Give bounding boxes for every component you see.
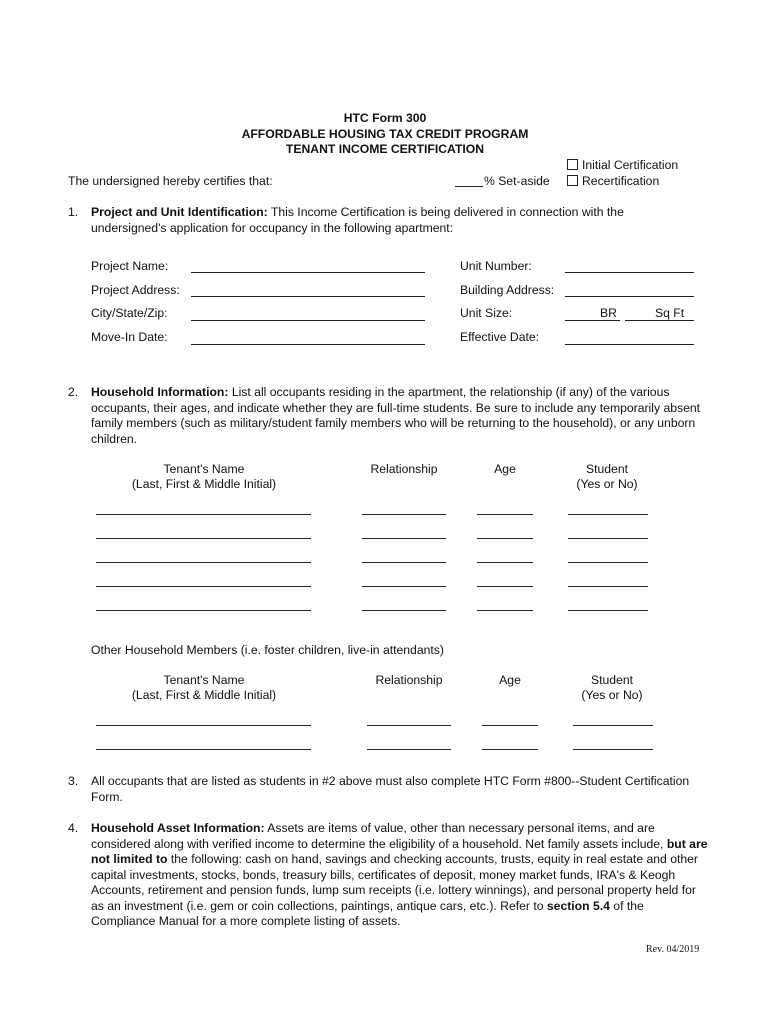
col-tenant-name-sub: (Last, First & Middle Initial): [131, 477, 277, 491]
unit-size-sqft-field[interactable]: [625, 320, 694, 321]
relationship-field[interactable]: [362, 586, 446, 587]
initial-certification-checkbox[interactable]: [567, 159, 578, 170]
other-members-heading: Other Household Members (i.e. foster children, live-in attendants): [91, 643, 444, 657]
section-2-intro: [91, 385, 701, 447]
age-field[interactable]: [482, 725, 538, 726]
age-field[interactable]: [477, 586, 533, 587]
section-1-text: This Income Certification is being delivered in connection with the undersigned's application for occupancy in the following apartment:: [91, 205, 624, 235]
student-field[interactable]: [568, 538, 648, 539]
unit-size-label: Unit Size:: [460, 306, 513, 320]
setaside-blank[interactable]: [455, 186, 483, 187]
section-4-text-c: of the Compliance Manual for a more complete listing of assets.: [91, 898, 644, 928]
col-student: Student: [585, 462, 628, 476]
project-name-label: Project Name:: [91, 259, 169, 273]
section-4-text-a: Assets are items of value, other than necessary personal items, and are considered along with verified income to determine the eligibility of a household. Net family assets include,: [91, 821, 667, 851]
col-other-student-sub: (Yes or No): [581, 688, 643, 702]
tenant-name-field[interactable]: [96, 514, 311, 515]
initial-certification-option[interactable]: [567, 158, 678, 172]
tenant-name-field[interactable]: [96, 586, 311, 587]
section-4-text-b: the following: cash on hand, savings and checking accounts, trusts, equity in real estate and other capital investments, stocks, bonds, treasury bills, certificates of deposit, money market funds, IRA's & Keogh Accounts, retirement and pension funds, lump sum receipts (i.e. lottery winnings), and personal property held for as an investment (i.e. gem or coin collections, paintings, antique cars, etc.). Refer to: [91, 852, 698, 913]
city-state-zip-label: City/State/Zip:: [91, 306, 168, 320]
section-4-heading: Household Asset Information:: [91, 821, 265, 835]
project-address-label: Project Address:: [91, 283, 180, 297]
section-2-number: 2.: [68, 385, 79, 399]
relationship-field[interactable]: [362, 610, 446, 611]
tenant-name-field[interactable]: [96, 538, 311, 539]
col-relationship: Relationship: [370, 462, 438, 476]
section-3-text: All occupants that are listed as students in #2 above must also complete HTC Form #800--Student Certification Form.: [91, 774, 690, 804]
section-3-number: 3.: [68, 774, 79, 788]
student-field[interactable]: [568, 562, 648, 563]
revision-date: Rev. 04/2019: [646, 944, 700, 955]
col-age: Age: [494, 462, 516, 476]
section-4-bold-b: section 5.4: [546, 898, 610, 913]
program-title: AFFORDABLE HOUSING TAX CREDIT PROGRAM: [241, 127, 529, 141]
age-field[interactable]: [477, 610, 533, 611]
relationship-field[interactable]: [362, 538, 446, 539]
section-1-number: 1.: [68, 205, 79, 219]
section-4-number: 4.: [68, 821, 79, 835]
project-name-field[interactable]: [191, 272, 425, 273]
building-address-label: Building Address:: [460, 283, 555, 297]
student-field[interactable]: [568, 586, 648, 587]
student-field[interactable]: [573, 749, 653, 750]
student-field[interactable]: [568, 610, 648, 611]
move-in-date-field[interactable]: [191, 344, 425, 345]
section-1-heading: Project and Unit Identification:: [91, 205, 268, 219]
city-state-zip-field[interactable]: [191, 320, 425, 321]
move-in-date-label: Move-In Date:: [91, 330, 168, 344]
section-2-text: List all occupants residing in the apartment, the relationship (if any) of the various occupants, their ages, and indicate whether they are full-time students. Be sure to include any temporarily absent family members (such as military/student family members who will be returning to the household), or any unborn children.: [91, 385, 701, 446]
section-1-intro: [91, 205, 691, 236]
age-field[interactable]: [482, 749, 538, 750]
effective-date-label: Effective Date:: [460, 330, 540, 344]
section-4-body: [91, 821, 709, 930]
tenant-name-field[interactable]: [96, 562, 311, 563]
recertification-option[interactable]: [567, 174, 659, 188]
age-field[interactable]: [477, 562, 533, 563]
section-2-heading: Household Information:: [91, 385, 229, 399]
relationship-field[interactable]: [367, 725, 451, 726]
age-field[interactable]: [477, 538, 533, 539]
certify-intro: The undersigned hereby certifies that:: [68, 174, 273, 188]
section-4-bold-a: but are not limited to: [91, 836, 708, 866]
relationship-field[interactable]: [367, 749, 451, 750]
setaside-label: % Set-aside: [484, 174, 550, 188]
building-address-field[interactable]: [565, 296, 694, 297]
unit-size-sqft-label: Sq Ft: [655, 306, 685, 320]
tenant-name-field[interactable]: [96, 610, 311, 611]
tenant-name-field[interactable]: [96, 725, 311, 726]
unit-number-field[interactable]: [565, 272, 694, 273]
col-other-relationship: Relationship: [375, 673, 443, 687]
student-field[interactable]: [568, 514, 648, 515]
project-address-field[interactable]: [191, 296, 425, 297]
initial-certification-label: Initial Certification: [582, 158, 679, 172]
col-student-sub: (Yes or No): [576, 477, 638, 491]
page-title: TENANT INCOME CERTIFICATION: [285, 142, 485, 156]
tenant-name-field[interactable]: [96, 749, 311, 750]
age-field[interactable]: [477, 514, 533, 515]
recertification-label: Recertification: [582, 174, 660, 188]
relationship-field[interactable]: [362, 562, 446, 563]
form-number: HTC Form 300: [343, 111, 427, 125]
student-field[interactable]: [573, 725, 653, 726]
col-other-student: Student: [590, 673, 633, 687]
effective-date-field[interactable]: [565, 344, 694, 345]
col-other-tenant-name: Tenant's Name: [163, 673, 245, 687]
col-tenant-name: Tenant's Name: [163, 462, 245, 476]
recertification-checkbox[interactable]: [567, 175, 578, 186]
relationship-field[interactable]: [362, 514, 446, 515]
unit-number-label: Unit Number:: [460, 259, 532, 273]
unit-size-br-field[interactable]: [565, 320, 620, 321]
col-other-age: Age: [499, 673, 521, 687]
unit-size-br-label: BR: [600, 306, 617, 320]
col-other-tenant-name-sub: (Last, First & Middle Initial): [131, 688, 277, 702]
